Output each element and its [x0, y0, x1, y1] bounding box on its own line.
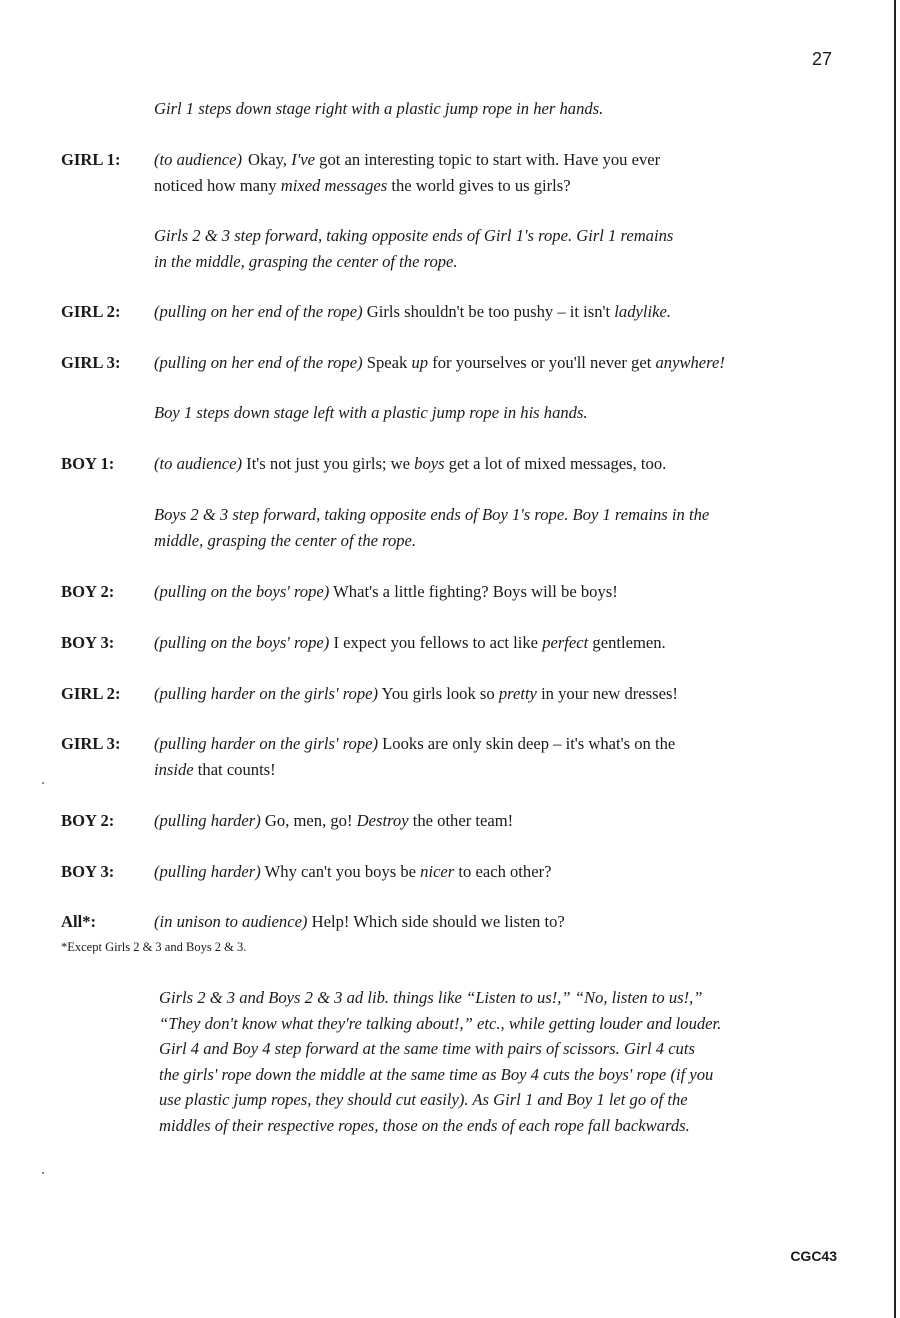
dialog-emphasis: inside — [154, 759, 194, 779]
dialog-text: Okay, — [248, 150, 292, 169]
stage-direction — [154, 502, 844, 553]
dialog-text: noticed how many — [154, 175, 281, 195]
stage-direction-line: middle, grasping the center of the rope. — [154, 530, 417, 550]
dialog-text: get a lot of mixed messages, too. — [444, 454, 667, 473]
speaker-name: All*: — [61, 912, 97, 931]
parenthetical: (pulling on the boys' rope) — [154, 633, 330, 652]
stage-direction-line: middles of their respective ropes, those on the ends of each rope fall backwards. — [159, 1115, 690, 1135]
parenthetical: (pulling harder) — [154, 811, 261, 830]
dialog-text: I expect you fellows to act like — [329, 633, 543, 652]
dialog-line — [154, 731, 844, 782]
speaker-name: BOY 3: — [61, 862, 115, 881]
dialog-text: Girls shouldn't be too pushy – it isn't — [362, 302, 615, 321]
parenthetical: (pulling harder on the girls' rope) — [154, 684, 379, 703]
parenthetical: (to audience) — [154, 454, 243, 473]
dialog-text: Help! Which side should we listen to? — [307, 912, 565, 931]
dialog-line — [154, 909, 844, 935]
scan-speck — [42, 782, 44, 784]
dialog-text: Why can't you boys be — [260, 862, 421, 881]
dialog-text: What's a little fighting? Boys will be boys! — [329, 582, 618, 601]
speaker-name: GIRL 1: — [61, 150, 121, 169]
stage-direction-line: in the middle, grasping the center of the rope. — [154, 251, 458, 271]
dialog-text: for yourselves or you'll never get — [428, 353, 656, 372]
speaker-name: GIRL 3: — [61, 734, 121, 753]
dialog-text: Looks are only skin deep – it's what's on the — [378, 734, 676, 753]
footer-code: CGC43 — [790, 1248, 837, 1264]
dialog-line — [154, 299, 844, 325]
stage-direction — [154, 223, 844, 274]
dialog-text: It's not just you girls; we — [242, 454, 415, 473]
page-number: 27 — [811, 49, 832, 69]
parenthetical: (to audience) — [154, 150, 243, 169]
dialog-emphasis: Destroy — [356, 811, 409, 830]
parenthetical: (pulling on her end of the rope) — [154, 302, 363, 321]
dialog-text: got an interesting topic to start with. Have you ever — [315, 150, 661, 169]
dialog-emphasis: anywhere! — [655, 353, 725, 372]
dialog-emphasis: up — [411, 353, 429, 372]
stage-direction — [159, 985, 849, 1138]
stage-direction-line: Girls 2 & 3 and Boys 2 & 3 ad lib. things like “Listen to us!,” “No, listen to us!,” — [159, 988, 703, 1007]
speaker-name: GIRL 2: — [61, 302, 121, 321]
dialog-emphasis: boys — [414, 454, 445, 473]
dialog-line — [154, 681, 844, 707]
dialog-line — [154, 808, 844, 834]
speaker-name: BOY 2: — [61, 811, 115, 830]
speaker-name: GIRL 2: — [61, 684, 121, 703]
stage-direction-line: Boys 2 & 3 step forward, taking opposite ends of Boy 1's rope. Boy 1 remains in the — [154, 505, 710, 524]
speaker-name: GIRL 3: — [61, 353, 121, 372]
dialog-line — [154, 451, 844, 477]
speaker-name: BOY 2: — [61, 582, 115, 601]
dialog-line — [154, 630, 844, 656]
parenthetical: (pulling on her end of the rope) — [154, 353, 363, 372]
dialog-text: Speak — [362, 353, 412, 372]
dialog-emphasis: ladylike. — [614, 302, 671, 321]
dialog-emphasis: perfect — [542, 633, 589, 652]
stage-direction-line: the girls' rope down the middle at the same time as Boy 4 cuts the boys' rope (if you — [159, 1064, 714, 1084]
parenthetical: (pulling on the boys' rope) — [154, 582, 330, 601]
stage-direction-line: Girl 4 and Boy 4 step forward at the same time with pairs of scissors. Girl 4 cuts — [159, 1039, 695, 1058]
stage-direction: Boy 1 steps down stage left with a plastic jump rope in his hands. — [154, 403, 588, 422]
dialog-text: You girls look so — [378, 684, 499, 703]
dialog-line — [154, 350, 844, 376]
stage-direction-line: “They don't know what they're talking about!,” etc., while getting louder and louder. — [159, 1013, 722, 1033]
footnote: *Except Girls 2 & 3 and Boys 2 & 3. — [61, 940, 247, 954]
speaker-name: BOY 1: — [61, 454, 115, 473]
dialog-text: in your new dresses! — [536, 684, 678, 703]
dialog-text: gentlemen. — [588, 633, 666, 652]
dialog-emphasis: pretty — [498, 684, 537, 703]
dialog-emphasis: nicer — [420, 862, 455, 881]
parenthetical: (pulling harder) — [154, 862, 261, 881]
stage-direction-line: use plastic jump ropes, they should cut easily). As Girl 1 and Boy 1 let go of the — [159, 1090, 688, 1109]
dialog-line — [154, 859, 844, 885]
stage-direction-line: Girls 2 & 3 step forward, taking opposite ends of Girl 1's rope. Girl 1 remains — [154, 226, 674, 245]
parenthetical: (pulling harder on the girls' rope) — [154, 734, 379, 753]
dialog-emphasis: mixed messages — [280, 175, 388, 195]
speaker-name: BOY 3: — [61, 633, 115, 652]
dialog-text: the world gives to us girls? — [387, 175, 571, 195]
dialog-text: that counts! — [193, 759, 276, 779]
dialog-line — [154, 579, 844, 605]
dialog-text: Go, men, go! — [260, 811, 357, 830]
dialog-emphasis: I've — [291, 150, 315, 169]
scan-speck — [42, 1172, 44, 1174]
dialog-text: the other team! — [408, 811, 514, 830]
parenthetical: (in unison to audience) — [154, 912, 308, 931]
dialog-line — [154, 147, 844, 198]
dialog-text: to each other? — [454, 862, 552, 881]
stage-direction: Girl 1 steps down stage right with a plastic jump rope in her hands. — [154, 99, 604, 118]
